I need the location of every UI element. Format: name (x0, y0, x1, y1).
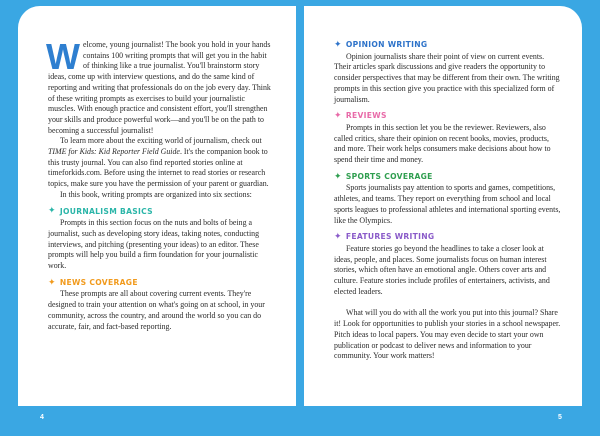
page-number-right: 5 (558, 414, 562, 421)
section-text-features-writing: Feature stories go beyond the headlines to take a closer look at ideas, people, and places. Some journalists focus on human interest stories, which often have an emotional angle. Others cover arts and culture. Feature stories include profiles of entertainers, activists, and elected leaders. (334, 243, 550, 296)
page-number-left: 4 (40, 414, 44, 421)
section-text-sports-coverage: Sports journalists pay attention to sports and games, competitions, athletes, and teams. They report on everything from school and local sports leagues to professional athletes and international sporting events, like the Olympics. (334, 183, 561, 225)
closing-paragraph: What will you do with all the work you put into this journal? Share it! Look for opportunities to publish your stories in a school newspaper. Pitch ideas to local papers. You may even decide to start your own publication or podcast to deliver news and information to your community. Your work matters! (334, 308, 561, 361)
sparkle-icon: ✦ (334, 111, 342, 122)
drop-cap: W (46, 36, 80, 77)
section-text-opinion-writing: Opinion journalists share their point of view on current events. Their articles spark discussions and give readers the opportunity to consider perspectives that may be different from their own. The writing prompts in this section give you practice with this specialized form of journalism. (334, 51, 560, 104)
section-text-reviews: Prompts in this section let you be the reviewer. Reviewers, also called critics, share their opinion on recent books, movies, products, and more. Their work helps consumers make decisions about how to spend their time and money. (334, 122, 551, 165)
section-heading-sports-coverage: ✦ SPORTS COVERAGE (334, 171, 433, 182)
intro-paragraph-1: Welcome, young journalist! The book you hold in your hands contains 100 writing prompts that will get you in the habit of thinking like a true journalist. You'll brainstorm story ideas, come up with interview questions, and do the same kind of reporting and writing that professionals do on the job every day. Think of these writing prompts as exercises to build your journalistic muscles. With enough practice and consistent effort, you'll strengthen your skills and produce powerful work—and you'll be on the path to becoming a successful journalist! (46, 36, 271, 135)
section-heading-journalism-basics: ✦ JOURNALISM BASICS (48, 206, 153, 217)
sparkle-icon: ✦ (334, 171, 342, 182)
intro-paragraph-3: In this book, writing prompts are organized into six sections: (60, 189, 252, 199)
intro-paragraph-2: To learn more about the exciting world of journalism, check out TIME for Kids: Kid Reporter Field Guide. It's the companion book to this trusty journal. You can also find reported stories online at timeforkids.com. Before using the internet to read stories or research topics, make sure you have the permission of your parent or guardian. (48, 136, 269, 189)
sparkle-icon: ✦ (48, 206, 56, 217)
section-text-journalism-basics: Prompts in this section focus on the nuts and bolts of being a journalist, such as developing story ideas, taking notes, conducting interviews, and pitching (presenting your ideas) to an editor. These prompts will help you build a firm foundation for your journalistic work. (48, 218, 260, 271)
section-heading-features-writing: ✦ FEATURES WRITING (334, 232, 435, 243)
sparkle-icon: ✦ (334, 39, 342, 50)
section-text-news-coverage: These prompts are all about covering current events. They're designed to train your attention on what's going on at school, in your community, across the country, and around the world so you can do accurate, fair, and fact-based reporting. (48, 289, 265, 331)
section-heading-reviews: ✦ REVIEWS (334, 111, 387, 122)
right-column (334, 40, 562, 362)
sparkle-icon: ✦ (48, 277, 56, 288)
book-title: TIME for Kids: Kid Reporter Field Guide (48, 147, 180, 157)
left-column (46, 36, 271, 332)
sparkle-icon: ✦ (334, 232, 342, 243)
section-heading-news-coverage: ✦ NEWS COVERAGE (48, 277, 138, 288)
section-heading-opinion-writing: ✦ OPINION WRITING (334, 39, 428, 50)
